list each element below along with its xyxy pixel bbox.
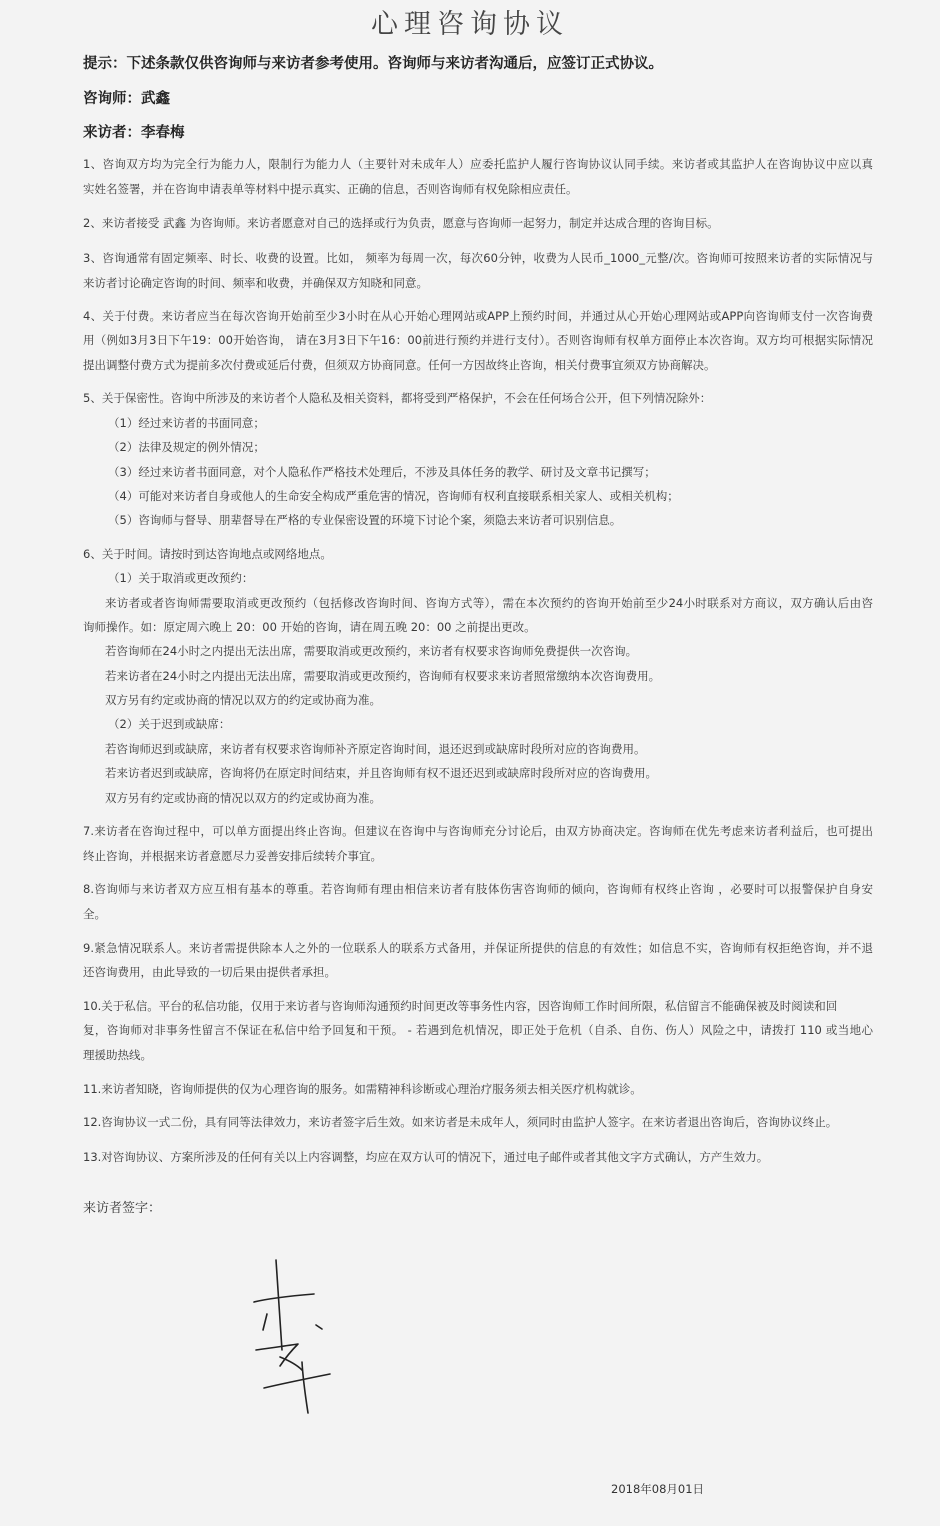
clause-line: 全。 <box>83 907 106 921</box>
sub-clause-line: （4）可能对来访者自身或他人的生命安全构成严重危害的情况，咨询师有权利直接联系相关家人、或相关机构； <box>108 489 679 503</box>
clause-line: 6、关于时间。请按时到达咨询地点或网络地点。 <box>83 547 332 561</box>
sub-clause-line: （1）经过来访者的书面同意； <box>108 416 265 430</box>
signature-label: 来访者签字： <box>83 1201 162 1216</box>
visitor-line: 来访者：李春梅 <box>83 125 185 141</box>
sub-clause-line: 若来访者在24小时之内提出无法出席，需要取消或更改预约，咨询师有权要求来访者照常缴纳本次咨询费用。 <box>105 669 661 683</box>
clause-line: 8.咨询师与来访者双方应互相有基本的尊重。若咨询师有理由相信来访者有肢体伤害咨询师的倾向，咨询师有权终止咨询 ，必要时可以报警保护自身安 <box>83 882 873 896</box>
clause-line: 5、关于保密性。咨询中所涉及的来访者个人隐私及相关资料，都将受到严格保护，不会在任何场合公开，但下列情况除外： <box>83 391 712 405</box>
clause-line: 4、关于付费。来访者应当在每次咨询开始前至少3小时在从心开始心理网站或APP上预约时间，并通过从心开始心理网站或APP向咨询师支付一次咨询费 <box>83 309 873 323</box>
handwritten-signature <box>240 1250 350 1425</box>
clause-line: 用（例如3月3日下午19：00开始咨询， 请在3月3日下午16：00前进行预约并进行支付）。否则咨询师有权单方面停止本次咨询。双方均可根据实际情况 <box>83 333 873 347</box>
clause-line: 复，咨询师对非事务性留言不保证在私信中给予回复和干预。 - 若遇到危机情况，即正处于危机（自杀、自伤、伤人）风险之中，请拨打 110 或当地心 <box>83 1023 873 1037</box>
sub-clause-line: （2）法律及规定的例外情况； <box>108 440 265 454</box>
sub-clause-line: 若来访者迟到或缺席，咨询将仍在原定时间结束，并且咨询师有权不退还迟到或缺席时段所对应的咨询费用。 <box>105 766 657 780</box>
clause-line: 实姓名签署，并在咨询申请表单等材料中提示真实、正确的信息，否则咨询师有权免除相应责任。 <box>83 182 578 196</box>
clause-line: 提出调整付费方式为提前多次付费或延后付费，但须双方协商同意。任何一方因故终止咨询，相关付费事宜须双方协商解决。 <box>83 358 716 372</box>
clause-line: 还咨询费用，由此导致的一切后果由提供者承担。 <box>83 965 336 979</box>
clause-line: 3、咨询通常有固定频率、时长、收费的设置。比如， 频率为每周一次，每次60分钟，收费为人民币_1000_元整/次。咨询师可按照来访者的实际情况与 <box>83 251 873 265</box>
clause-line: 9.紧急情况联系人。来访者需提供除本人之外的一位联系人的联系方式备用，并保证所提供的信息的有效性；如信息不实，咨询师有权拒绝咨询，并不退 <box>83 941 873 955</box>
document-title: 心理咨询协议 <box>371 9 569 40</box>
sub-clause-line: （1）关于取消或更改预约： <box>108 571 254 585</box>
sub-clause-line: 若咨询师在24小时之内提出无法出席，需要取消或更改预约，来访者有权要求咨询师免费提供一次咨询。 <box>105 644 638 658</box>
clause-line: 1、咨询双方均为完全行为能力人，限制行为能力人（主要针对未成年人）应委托监护人履行咨询协议认同手续。来访者或其监护人在咨询协议中应以真 <box>83 157 873 171</box>
sub-clause-line: （3）经过来访者书面同意，对个人隐私作严格技术处理后，不涉及具体任务的教学、研讨及文章书记撰写； <box>108 465 656 479</box>
signing-date: 2018年08月01日 <box>611 1482 705 1496</box>
clause-line: 询师操作。如：原定周六晚上 20：00 开始的咨询，请在周五晚 20：00 之前提出更改。 <box>83 620 536 634</box>
sub-clause-line: 来访者或者咨询师需要取消或更改预约（包括修改咨询时间、咨询方式等），需在本次预约的咨询开始前至少24小时联系对方商议，双方确认后由咨 <box>105 596 873 610</box>
clause-line: 12.咨询协议一式二份，具有同等法律效力，来访者签字后生效。如来访者是未成年人，须同时由监护人签字。在来访者退出咨询后，咨询协议终止。 <box>83 1115 838 1129</box>
clause-line: 13.对咨询协议、方案所涉及的任何有关以上内容调整，均应在双方认可的情况下，通过电子邮件或者其他文字方式确认，方产生效力。 <box>83 1150 769 1164</box>
notice-text: 提示：下述条款仅供咨询师与来访者参考使用。咨询师与来访者沟通后，应签订正式协议。 <box>83 56 663 72</box>
counselor-line: 咨询师：武鑫 <box>83 91 170 107</box>
sub-clause-line: （5）咨询师与督导、朋辈督导在严格的专业保密设置的环境下讨论个案，须隐去来访者可识别信息。 <box>108 513 622 527</box>
clause-line: 理援助热线。 <box>83 1048 152 1062</box>
clause-line: 11.来访者知晓，咨询师提供的仅为心理咨询的服务。如需精神科诊断或心理治疗服务须去相关医疗机构就诊。 <box>83 1082 642 1096</box>
sub-clause-line: 双方另有约定或协商的情况以双方的约定或协商为准。 <box>105 693 381 707</box>
clause-line: 来访者讨论确定咨询的时间、频率和收费，并确保双方知晓和同意。 <box>83 276 428 290</box>
clause-line: 终止咨询，并根据来访者意愿尽力妥善安排后续转介事宜。 <box>83 849 382 863</box>
sub-clause-line: 双方另有约定或协商的情况以双方的约定或协商为准。 <box>105 791 381 805</box>
sub-clause-line: 若咨询师迟到或缺席，来访者有权要求咨询师补齐原定咨询时间，退还迟到或缺席时段所对应的咨询费用。 <box>105 742 646 756</box>
sub-clause-line: （2）关于迟到或缺席： <box>108 717 231 731</box>
clause-line: 10.关于私信。平台的私信功能，仅用于来访者与咨询师沟通预约时间更改等事务性内容，因咨询师工作时间所限，私信留言不能确保被及时阅读和回 <box>83 999 838 1013</box>
clause-line: 7.来访者在咨询过程中，可以单方面提出终止咨询。但建议在咨询中与咨询师充分讨论后，由双方协商决定。咨询师在优先考虑来访者利益后，也可提出 <box>83 824 873 838</box>
clause-line: 2、来访者接受 武鑫 为咨询师。来访者愿意对自己的选择或行为负责，愿意与咨询师一起努力，制定并达成合理的咨询目标。 <box>83 216 719 230</box>
